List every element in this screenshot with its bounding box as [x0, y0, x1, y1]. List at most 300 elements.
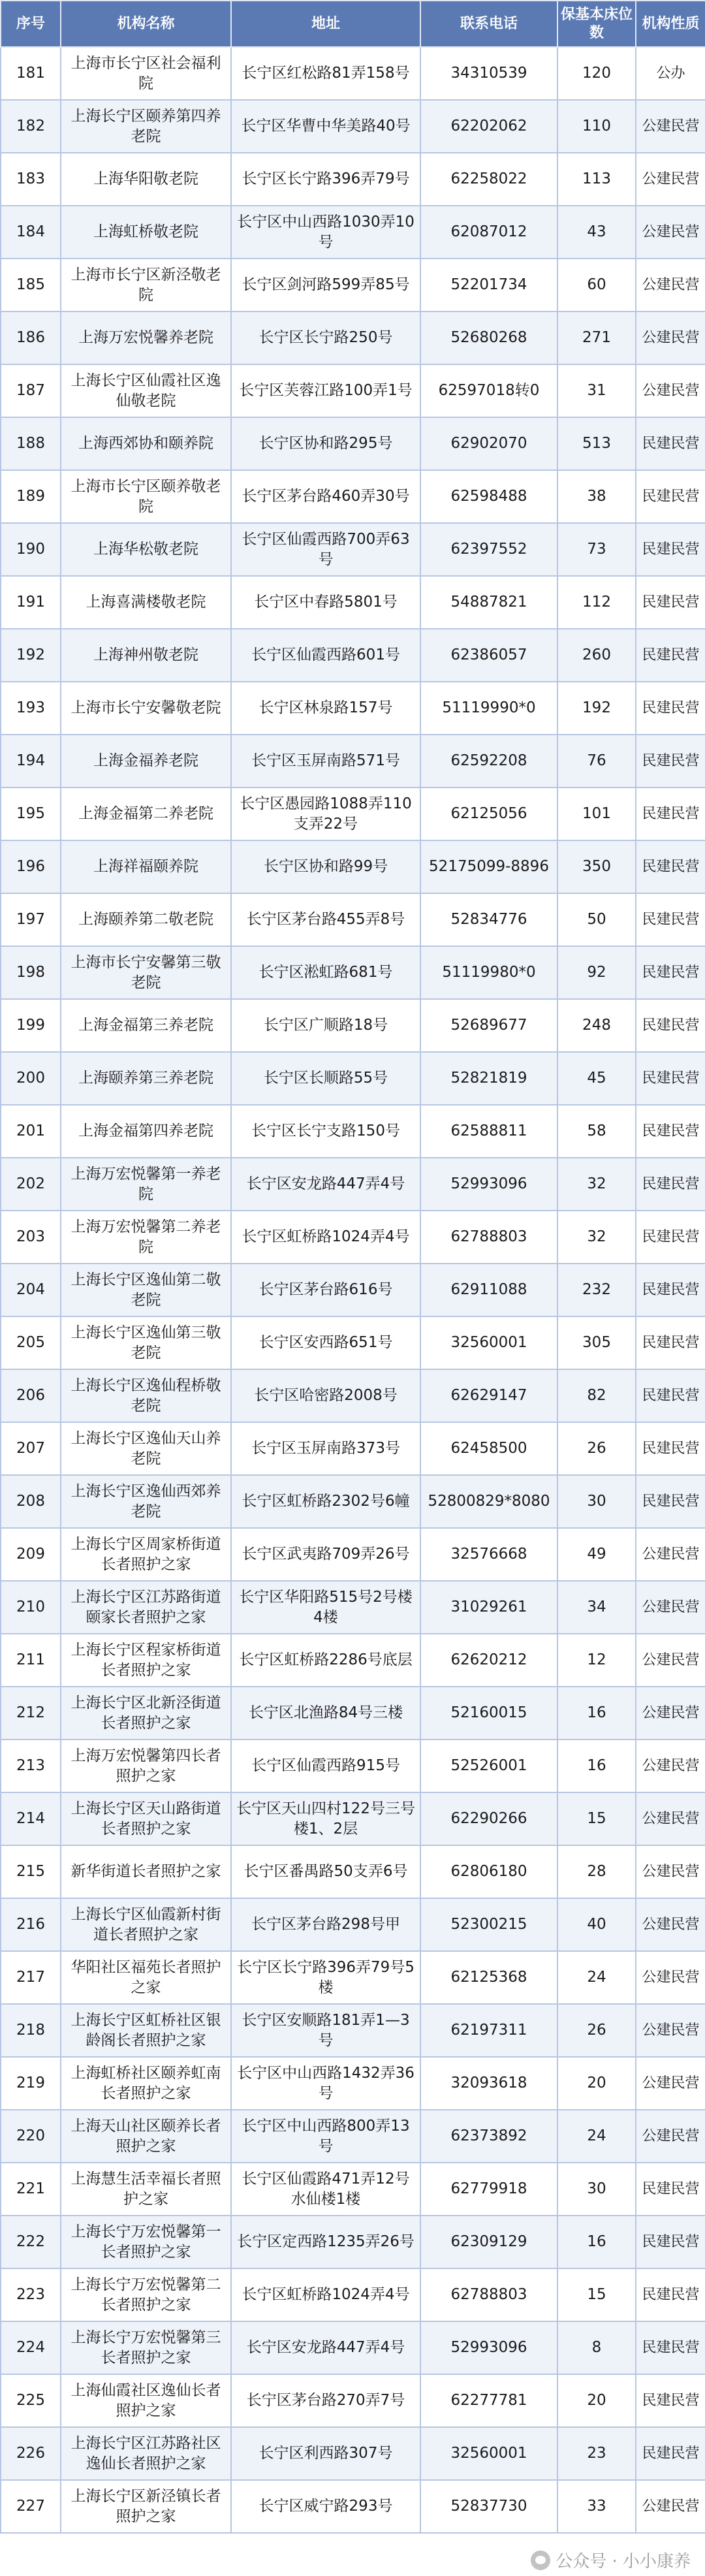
cell-address: 长宁区愚园路1088弄110支弄22号	[231, 787, 420, 840]
table-row	[1, 2004, 705, 2057]
table-row	[1, 100, 705, 153]
header-address: 地址	[231, 1, 420, 47]
cell-beds: 73	[557, 523, 636, 576]
table-row	[1, 206, 705, 259]
table-row	[1, 1792, 705, 1845]
cell-serial: 215	[1, 1845, 61, 1898]
table-row	[1, 840, 705, 893]
cell-serial: 224	[1, 2321, 61, 2374]
cell-address: 长宁区长顺路55号	[231, 1052, 420, 1105]
cell-type: 民建民营	[636, 840, 705, 893]
header-type: 机构性质	[636, 1, 705, 47]
table-row	[1, 999, 705, 1052]
cell-beds: 26	[557, 1422, 636, 1475]
cell-name: 上海长宁万宏悦馨第三长者照护之家	[61, 2321, 231, 2374]
table-row	[1, 364, 705, 417]
cell-serial: 185	[1, 259, 61, 311]
cell-beds: 32	[557, 1211, 636, 1264]
cell-name: 上海市长宁安馨敬老院	[61, 682, 231, 735]
table-row	[1, 1687, 705, 1740]
cell-phone: 62125056	[420, 787, 557, 840]
cell-name: 上海市长宁区社会福利院	[61, 47, 231, 100]
cell-serial: 214	[1, 1792, 61, 1845]
cell-serial: 200	[1, 1052, 61, 1105]
cell-serial: 203	[1, 1211, 61, 1264]
cell-phone: 62598488	[420, 470, 557, 523]
table-row	[1, 259, 705, 311]
cell-beds: 31	[557, 364, 636, 417]
cell-address: 长宁区长宁路396弄79号5楼	[231, 1951, 420, 2004]
cell-name: 上海长宁区北新泾街道长者照护之家	[61, 1687, 231, 1740]
cell-name: 上海长宁区程家桥街道长者照护之家	[61, 1634, 231, 1687]
table-row	[1, 1528, 705, 1581]
cell-address: 长宁区天山四村122号三号楼1、2层	[231, 1792, 420, 1845]
cell-type: 民建民营	[636, 1158, 705, 1211]
cell-serial: 186	[1, 311, 61, 364]
cell-serial: 207	[1, 1422, 61, 1475]
cell-type: 民建民营	[636, 1475, 705, 1528]
cell-beds: 305	[557, 1316, 636, 1369]
cell-beds: 92	[557, 946, 636, 999]
cell-name: 上海长宁区虹桥社区银龄阁长者照护之家	[61, 2004, 231, 2057]
cell-type: 民建民营	[636, 470, 705, 523]
cell-beds: 33	[557, 2480, 636, 2533]
cell-address: 长宁区玉屏南路373号	[231, 1422, 420, 1475]
table-row	[1, 1369, 705, 1422]
cell-name: 上海西郊协和颐养院	[61, 417, 231, 470]
cell-beds: 60	[557, 259, 636, 311]
table-row	[1, 787, 705, 840]
cell-type: 公建民营	[636, 1687, 705, 1740]
table-row	[1, 1475, 705, 1528]
cell-name: 上海长宁万宏悦馨第二长者照护之家	[61, 2268, 231, 2321]
cell-name: 上海长宁区颐养第四养老院	[61, 100, 231, 153]
cell-serial: 227	[1, 2480, 61, 2533]
cell-beds: 110	[557, 100, 636, 153]
cell-beds: 32	[557, 1158, 636, 1211]
cell-name: 上海长宁区逸仙第二敬老院	[61, 1264, 231, 1316]
cell-name: 上海长宁区江苏路街道颐家长者照护之家	[61, 1581, 231, 1634]
cell-serial: 210	[1, 1581, 61, 1634]
cell-name: 上海长宁区逸仙西郊养老院	[61, 1475, 231, 1528]
cell-type: 民建民营	[636, 2321, 705, 2374]
cell-beds: 23	[557, 2427, 636, 2480]
cell-address: 长宁区茅台路298号甲	[231, 1898, 420, 1951]
table-row	[1, 576, 705, 629]
table-row	[1, 1211, 705, 1264]
table-row	[1, 893, 705, 946]
cell-beds: 43	[557, 206, 636, 259]
cell-phone: 54887821	[420, 576, 557, 629]
cell-phone: 52160015	[420, 1687, 557, 1740]
cell-beds: 38	[557, 470, 636, 523]
table-row	[1, 2321, 705, 2374]
cell-phone: 62620212	[420, 1634, 557, 1687]
cell-beds: 113	[557, 153, 636, 206]
cell-phone: 32576668	[420, 1528, 557, 1581]
cell-phone: 62597018转0	[420, 364, 557, 417]
table-row	[1, 47, 705, 100]
table-row	[1, 470, 705, 523]
cell-phone: 62125368	[420, 1951, 557, 2004]
cell-type: 民建民营	[636, 523, 705, 576]
cell-phone: 32560001	[420, 1316, 557, 1369]
cell-serial: 212	[1, 1687, 61, 1740]
cell-name: 上海长宁区仙霞新村街道长者照护之家	[61, 1898, 231, 1951]
cell-serial: 192	[1, 629, 61, 682]
cell-address: 长宁区虹桥路1024弄4号	[231, 2268, 420, 2321]
cell-phone: 52689677	[420, 999, 557, 1052]
cell-address: 长宁区虹桥路2302号6幢	[231, 1475, 420, 1528]
table-row	[1, 153, 705, 206]
cell-type: 民建民营	[636, 1052, 705, 1105]
cell-phone: 32093618	[420, 2057, 557, 2110]
table-row	[1, 1898, 705, 1951]
cell-beds: 49	[557, 1528, 636, 1581]
cell-serial: 225	[1, 2374, 61, 2427]
cell-beds: 24	[557, 1951, 636, 2004]
cell-phone: 62290266	[420, 1792, 557, 1845]
table-row	[1, 1951, 705, 2004]
table-row	[1, 2480, 705, 2533]
cell-beds: 112	[557, 576, 636, 629]
table-row	[1, 1158, 705, 1211]
cell-serial: 195	[1, 787, 61, 840]
cell-type: 公建民营	[636, 1740, 705, 1792]
cell-phone: 62202062	[420, 100, 557, 153]
cell-phone: 62309129	[420, 2216, 557, 2268]
cell-beds: 513	[557, 417, 636, 470]
cell-name: 上海金福养老院	[61, 735, 231, 787]
cell-name: 华阳社区福苑长者照护之家	[61, 1951, 231, 2004]
cell-serial: 218	[1, 2004, 61, 2057]
cell-beds: 82	[557, 1369, 636, 1422]
cell-phone: 62277781	[420, 2374, 557, 2427]
cell-serial: 221	[1, 2163, 61, 2216]
cell-serial: 209	[1, 1528, 61, 1581]
cell-address: 长宁区武夷路709弄26号	[231, 1528, 420, 1581]
cell-address: 长宁区虹桥路1024弄4号	[231, 1211, 420, 1264]
cell-name: 上海金福第二养老院	[61, 787, 231, 840]
cell-serial: 213	[1, 1740, 61, 1792]
cell-beds: 101	[557, 787, 636, 840]
cell-serial: 204	[1, 1264, 61, 1316]
cell-type: 公办	[636, 47, 705, 100]
cell-address: 长宁区广顺路18号	[231, 999, 420, 1052]
cell-address: 长宁区安龙路447弄4号	[231, 1158, 420, 1211]
cell-name: 上海虹桥社区颐养虹南长者照护之家	[61, 2057, 231, 2110]
header-phone: 联系电话	[420, 1, 557, 47]
cell-address: 长宁区红松路81弄158号	[231, 47, 420, 100]
cell-beds: 26	[557, 2004, 636, 2057]
cell-type: 民建民营	[636, 2427, 705, 2480]
cell-type: 公建民营	[636, 1792, 705, 1845]
cell-type: 民建民营	[636, 576, 705, 629]
table-row	[1, 1264, 705, 1316]
cell-address: 长宁区茅台路455弄8号	[231, 893, 420, 946]
cell-phone: 34310539	[420, 47, 557, 100]
cell-serial: 188	[1, 417, 61, 470]
cell-address: 长宁区北渔路84号三楼	[231, 1687, 420, 1740]
cell-type: 公建民营	[636, 153, 705, 206]
cell-address: 长宁区协和路99号	[231, 840, 420, 893]
cell-serial: 202	[1, 1158, 61, 1211]
cell-address: 长宁区中春路5801号	[231, 576, 420, 629]
cell-beds: 50	[557, 893, 636, 946]
cell-name: 上海喜满楼敬老院	[61, 576, 231, 629]
cell-type: 民建民营	[636, 2374, 705, 2427]
cell-serial: 211	[1, 1634, 61, 1687]
cell-phone: 62629147	[420, 1369, 557, 1422]
cell-serial: 220	[1, 2110, 61, 2163]
cell-phone: 62458500	[420, 1422, 557, 1475]
cell-name: 上海长宁万宏悦馨第一长者照护之家	[61, 2216, 231, 2268]
cell-beds: 15	[557, 1792, 636, 1845]
cell-address: 长宁区安龙路447弄4号	[231, 2321, 420, 2374]
cell-type: 民建民营	[636, 1105, 705, 1158]
cell-name: 上海慧生活幸福长者照护之家	[61, 2163, 231, 2216]
table-row	[1, 1581, 705, 1634]
cell-serial: 199	[1, 999, 61, 1052]
table-row	[1, 1845, 705, 1898]
cell-beds: 76	[557, 735, 636, 787]
cell-type: 公建民营	[636, 2110, 705, 2163]
cell-address: 长宁区淞虹路681号	[231, 946, 420, 999]
cell-serial: 187	[1, 364, 61, 417]
cell-serial: 197	[1, 893, 61, 946]
cell-serial: 208	[1, 1475, 61, 1528]
cell-phone: 62258022	[420, 153, 557, 206]
cell-phone: 51119980*0	[420, 946, 557, 999]
cell-serial: 181	[1, 47, 61, 100]
cell-phone: 52834776	[420, 893, 557, 946]
cell-phone: 52680268	[420, 311, 557, 364]
cell-serial: 189	[1, 470, 61, 523]
cell-type: 民建民营	[636, 999, 705, 1052]
cell-serial: 226	[1, 2427, 61, 2480]
cell-type: 公建民营	[636, 1951, 705, 2004]
cell-phone: 52201734	[420, 259, 557, 311]
table-row	[1, 946, 705, 999]
cell-phone: 62779918	[420, 2163, 557, 2216]
cell-type: 民建民营	[636, 417, 705, 470]
cell-beds: 16	[557, 2216, 636, 2268]
table-row	[1, 735, 705, 787]
cell-serial: 219	[1, 2057, 61, 2110]
cell-address: 长宁区哈密路2008号	[231, 1369, 420, 1422]
cell-name: 上海金福第三养老院	[61, 999, 231, 1052]
cell-name: 上海长宁区仙霞社区逸仙敬老院	[61, 364, 231, 417]
cell-serial: 190	[1, 523, 61, 576]
cell-beds: 232	[557, 1264, 636, 1316]
cell-name: 上海仙霞社区逸仙长者照护之家	[61, 2374, 231, 2427]
cell-serial: 196	[1, 840, 61, 893]
cell-serial: 183	[1, 153, 61, 206]
cell-phone: 62788803	[420, 2268, 557, 2321]
watermark-text: 公众号 · 小小康养	[556, 2552, 691, 2571]
cell-address: 长宁区中山西路800弄13号	[231, 2110, 420, 2163]
cell-type: 民建民营	[636, 2163, 705, 2216]
cell-name: 上海长宁区逸仙程桥敬老院	[61, 1369, 231, 1422]
table-row	[1, 682, 705, 735]
wechat-icon	[531, 2551, 550, 2570]
cell-serial: 216	[1, 1898, 61, 1951]
cell-type: 公建民营	[636, 364, 705, 417]
cell-name: 上海市长宁区新泾敬老院	[61, 259, 231, 311]
cell-address: 长宁区长宁支路150号	[231, 1105, 420, 1158]
cell-beds: 16	[557, 1687, 636, 1740]
cell-address: 长宁区定西路1235弄26号	[231, 2216, 420, 2268]
table-row	[1, 523, 705, 576]
table-row	[1, 2374, 705, 2427]
cell-beds: 260	[557, 629, 636, 682]
cell-name: 上海祥福颐养院	[61, 840, 231, 893]
cell-type: 公建民营	[636, 311, 705, 364]
cell-phone: 32560001	[420, 2427, 557, 2480]
cell-type: 公建民营	[636, 2480, 705, 2533]
cell-beds: 20	[557, 2374, 636, 2427]
cell-phone: 62911088	[420, 1264, 557, 1316]
cell-phone: 62197311	[420, 2004, 557, 2057]
cell-name: 上海长宁区逸仙第三敬老院	[61, 1316, 231, 1369]
cell-phone: 31029261	[420, 1581, 557, 1634]
cell-serial: 194	[1, 735, 61, 787]
cell-phone: 52821819	[420, 1052, 557, 1105]
cell-address: 长宁区芙蓉江路100弄1号	[231, 364, 420, 417]
table-row	[1, 2057, 705, 2110]
cell-type: 公建民营	[636, 1528, 705, 1581]
cell-serial: 223	[1, 2268, 61, 2321]
table-row	[1, 2427, 705, 2480]
cell-beds: 20	[557, 2057, 636, 2110]
cell-serial: 222	[1, 2216, 61, 2268]
cell-beds: 15	[557, 2268, 636, 2321]
cell-type: 公建民营	[636, 259, 705, 311]
cell-serial: 217	[1, 1951, 61, 2004]
cell-address: 长宁区林泉路157号	[231, 682, 420, 735]
cell-beds: 24	[557, 2110, 636, 2163]
header-serial: 序号	[1, 1, 61, 47]
cell-type: 民建民营	[636, 893, 705, 946]
table-row	[1, 2163, 705, 2216]
cell-address: 长宁区剑河路599弄85号	[231, 259, 420, 311]
cell-name: 上海金福第四养老院	[61, 1105, 231, 1158]
cell-name: 上海市长宁安馨第三敬老院	[61, 946, 231, 999]
cell-phone: 62588811	[420, 1105, 557, 1158]
cell-beds: 12	[557, 1634, 636, 1687]
cell-phone: 62373892	[420, 2110, 557, 2163]
table-row	[1, 2216, 705, 2268]
cell-type: 公建民营	[636, 206, 705, 259]
cell-beds: 40	[557, 1898, 636, 1951]
watermark	[531, 2548, 691, 2572]
cell-name: 上海长宁区天山路街道长者照护之家	[61, 1792, 231, 1845]
table-row	[1, 2268, 705, 2321]
table-row	[1, 417, 705, 470]
cell-serial: 205	[1, 1316, 61, 1369]
cell-phone: 52800829*8080	[420, 1475, 557, 1528]
cell-phone: 52993096	[420, 2321, 557, 2374]
cell-address: 长宁区茅台路270弄7号	[231, 2374, 420, 2427]
cell-name: 上海长宁区新泾镇长者照护之家	[61, 2480, 231, 2533]
cell-beds: 8	[557, 2321, 636, 2374]
cell-type: 民建民营	[636, 787, 705, 840]
cell-type: 民建民营	[636, 1422, 705, 1475]
cell-beds: 30	[557, 2163, 636, 2216]
cell-address: 长宁区仙霞西路601号	[231, 629, 420, 682]
cell-phone: 62806180	[420, 1845, 557, 1898]
cell-beds: 192	[557, 682, 636, 735]
table-row	[1, 2110, 705, 2163]
cell-phone: 62902070	[420, 417, 557, 470]
cell-address: 长宁区华曹中华美路40号	[231, 100, 420, 153]
cell-serial: 201	[1, 1105, 61, 1158]
cell-phone: 62788803	[420, 1211, 557, 1264]
cell-address: 长宁区威宁路293号	[231, 2480, 420, 2533]
header-row	[1, 1, 705, 47]
cell-name: 上海华阳敬老院	[61, 153, 231, 206]
cell-beds: 271	[557, 311, 636, 364]
cell-address: 长宁区仙霞西路915号	[231, 1740, 420, 1792]
cell-type: 公建民营	[636, 1898, 705, 1951]
cell-name: 上海万宏悦馨第二养老院	[61, 1211, 231, 1264]
table-row	[1, 1316, 705, 1369]
cell-serial: 206	[1, 1369, 61, 1422]
cell-beds: 120	[557, 47, 636, 100]
cell-type: 民建民营	[636, 629, 705, 682]
table-row	[1, 1052, 705, 1105]
cell-phone: 52837730	[420, 2480, 557, 2533]
cell-name: 新华街道长者照护之家	[61, 1845, 231, 1898]
header-beds: 保基本床位数	[557, 1, 636, 47]
cell-name: 上海万宏悦馨养老院	[61, 311, 231, 364]
cell-serial: 182	[1, 100, 61, 153]
cell-serial: 184	[1, 206, 61, 259]
cell-phone: 62087012	[420, 206, 557, 259]
cell-type: 民建民营	[636, 1264, 705, 1316]
cell-name: 上海虹桥敬老院	[61, 206, 231, 259]
cell-phone: 62592208	[420, 735, 557, 787]
cell-type: 公建民营	[636, 100, 705, 153]
cell-address: 长宁区协和路295号	[231, 417, 420, 470]
cell-type: 民建民营	[636, 2216, 705, 2268]
cell-type: 民建民营	[636, 1369, 705, 1422]
cell-address: 长宁区利西路307号	[231, 2427, 420, 2480]
cell-address: 长宁区安西路651号	[231, 1316, 420, 1369]
cell-address: 长宁区玉屏南路571号	[231, 735, 420, 787]
cell-address: 长宁区番禺路50支弄6号	[231, 1845, 420, 1898]
cell-phone: 52175099-8896	[420, 840, 557, 893]
cell-address: 长宁区安顺路181弄1—3号	[231, 2004, 420, 2057]
cell-phone: 52300215	[420, 1898, 557, 1951]
cell-serial: 198	[1, 946, 61, 999]
cell-beds: 28	[557, 1845, 636, 1898]
cell-phone: 52993096	[420, 1158, 557, 1211]
cell-address: 长宁区茅台路460弄30号	[231, 470, 420, 523]
cell-name: 上海万宏悦馨第一养老院	[61, 1158, 231, 1211]
table-row	[1, 1422, 705, 1475]
table-row	[1, 311, 705, 364]
cell-serial: 193	[1, 682, 61, 735]
cell-address: 长宁区长宁路250号	[231, 311, 420, 364]
cell-type: 公建民营	[636, 1845, 705, 1898]
cell-name: 上海颐养第二敬老院	[61, 893, 231, 946]
cell-beds: 58	[557, 1105, 636, 1158]
table-row	[1, 1105, 705, 1158]
cell-beds: 350	[557, 840, 636, 893]
cell-phone: 52526001	[420, 1740, 557, 1792]
table-body	[1, 47, 705, 2533]
